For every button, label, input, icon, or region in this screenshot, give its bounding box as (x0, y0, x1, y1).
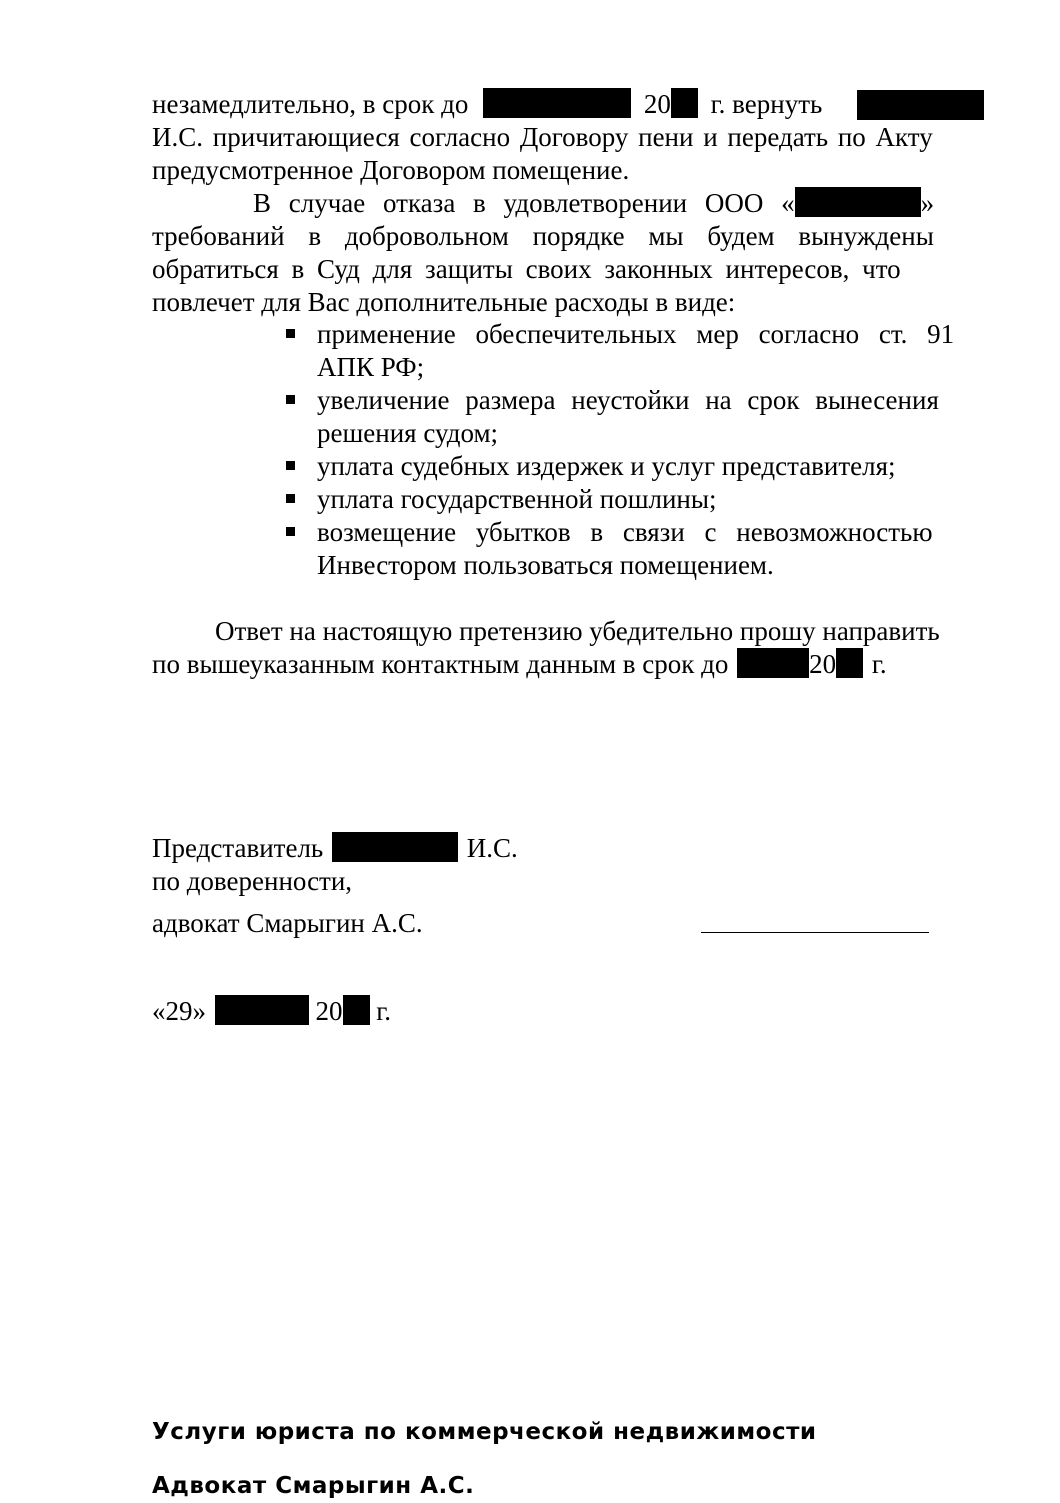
text-line: И.С. причитающиеся согласно Договору пени и передать по Акту (152, 122, 933, 152)
text-segment: Представитель (152, 833, 324, 863)
bullet-3-line1: уплата судебных издержек и услуг представителя; (317, 451, 896, 481)
text-segment: г. вернуть (710, 89, 823, 119)
paragraph3-line1: Ответ на настоящую претензию убедительно прошу направить (215, 616, 940, 646)
bullet-marker (286, 395, 295, 404)
text-segment: по вышеуказанным контактным данным в срок до (152, 649, 729, 679)
bullet-1-line2: АПК РФ; (317, 352, 425, 382)
bullet-marker (286, 461, 295, 470)
text-segment: » (920, 188, 935, 218)
redaction-box (737, 648, 809, 678)
paragraph1-line1 (152, 88, 822, 121)
bullet-marker (286, 527, 295, 536)
redaction-box (215, 995, 309, 1025)
redaction-box (483, 88, 631, 118)
year-prefix: 20 (809, 649, 837, 679)
signature-lawyer: адвокат Смарыгин А.С. (152, 908, 423, 938)
paragraph2-line3: обратиться в Суд для защиты своих законных интересов, что (152, 254, 901, 284)
paragraph2-line2: требований в добровольном порядке мы будем вынуждены (152, 221, 934, 251)
redaction-box (857, 90, 984, 120)
date-suffix: г. (376, 996, 392, 1026)
bullet-2-line2: решения судом; (317, 418, 499, 448)
bullet-5-line2: Инвестором пользоваться помещением. (317, 550, 774, 580)
signature-representative (152, 832, 518, 865)
text-segment: незамедлительно, в срок до (152, 89, 469, 119)
bullet-2-line1: увеличение размера неустойки на срок вынесения (317, 385, 939, 415)
paragraph1-line3: предусмотренное Договором помещение. (152, 155, 630, 185)
date-day: «29» (152, 996, 206, 1026)
footer-services-title: Услуги юриста по коммерческой недвижимости (152, 1419, 817, 1445)
text-segment: И.С. (466, 833, 518, 863)
year-prefix: 20 (643, 89, 671, 119)
signature-line (701, 932, 929, 933)
paragraph2-line1 (253, 187, 934, 220)
redaction-box (671, 88, 698, 118)
signature-proxy: по доверенности, (152, 866, 353, 896)
paragraph2-line4: повлечет для Вас дополнительные расходы в виде: (152, 287, 736, 317)
text-segment: В случае отказа в удовлетворении ООО « (253, 188, 795, 218)
redaction-box (836, 648, 863, 678)
year-prefix: 20 (315, 996, 343, 1026)
date-line (152, 995, 391, 1028)
bullet-marker (286, 494, 295, 503)
bullet-5-line1: возмещение убытков в связи с невозможностью (317, 517, 933, 547)
bullet-4-line1: уплата государственной пошлины; (317, 484, 717, 514)
paragraph3-line2 (152, 648, 887, 681)
bullet-1-line1: применение обеспечительных мер согласно ст. 91 (317, 319, 955, 349)
text-segment: г. (871, 649, 887, 679)
footer-lawyer-name: Адвокат Смарыгин А.С. (152, 1473, 475, 1499)
paragraph1-line2 (152, 121, 984, 154)
redaction-box (343, 995, 370, 1025)
redaction-box (795, 187, 921, 217)
redaction-box (332, 832, 458, 862)
bullet-marker (286, 329, 295, 338)
